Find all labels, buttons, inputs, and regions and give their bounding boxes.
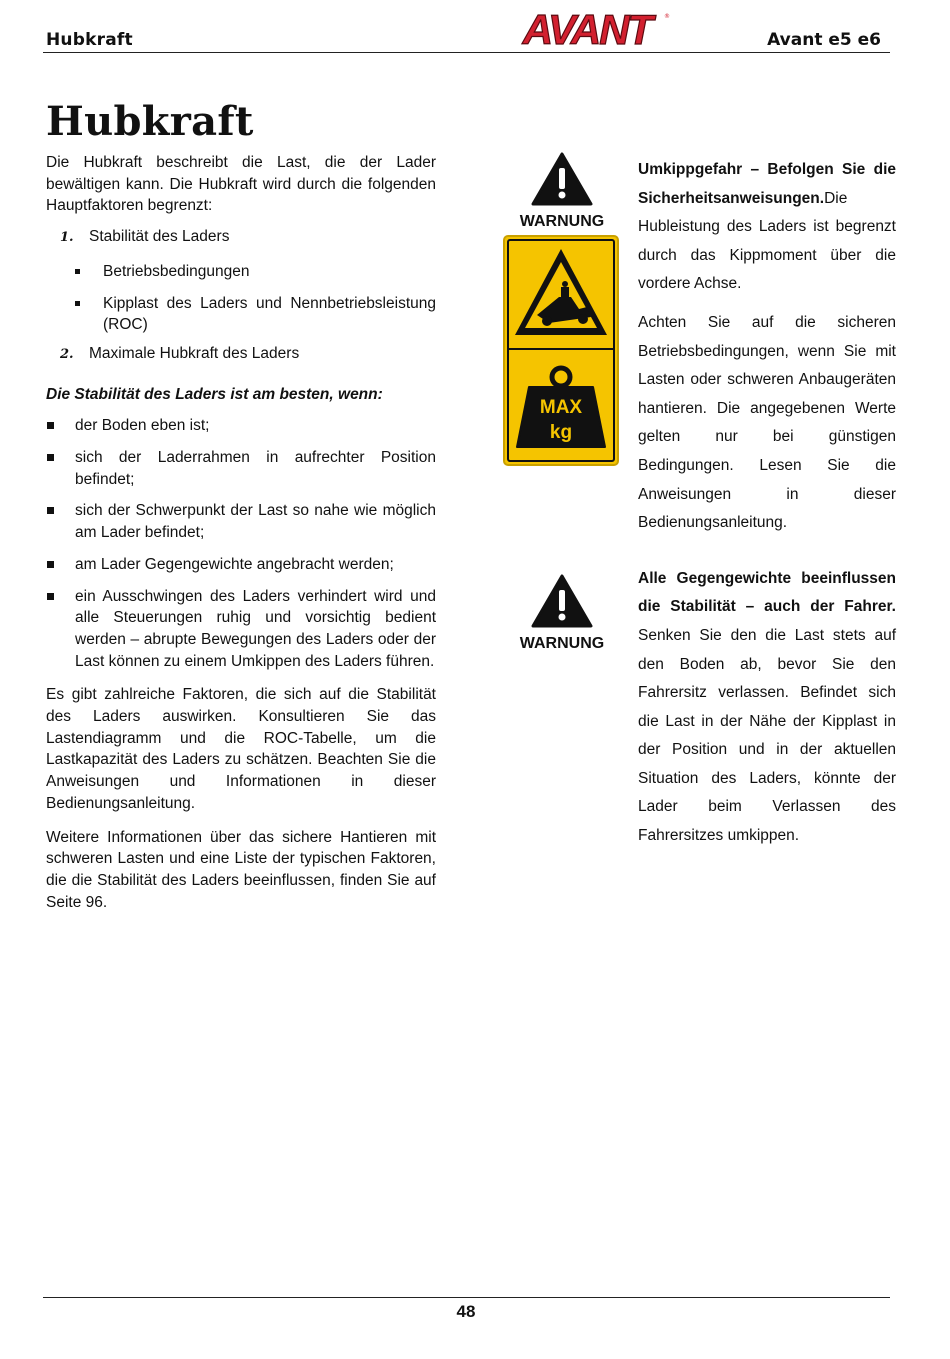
sign-max-text: MAX	[539, 397, 583, 418]
sign-unit-text: kg	[549, 422, 573, 443]
bullet-icon	[47, 454, 54, 461]
warning-triangle-icon	[531, 574, 593, 628]
svg-text:®: ®	[664, 13, 670, 20]
sublist-item	[46, 293, 436, 336]
bullet-icon	[47, 561, 54, 568]
sublist-item	[46, 261, 436, 283]
sublist-item-text: Kipplast des Laders und Nennbetriebsleistung (ROC)	[103, 294, 436, 334]
more-info-paragraph: Weitere Informationen über das sichere Hantieren mit schweren Lasten und eine Liste der typischen Faktoren, die die Stabilität des Laders beeinflussen, finden Sie auf Seite 96.	[46, 828, 436, 911]
warning-label: WARNUNG	[519, 635, 605, 652]
warning1-paragraph	[638, 156, 896, 299]
warning2-paragraph	[638, 565, 896, 851]
stability-list	[46, 415, 436, 672]
stability-item	[46, 586, 436, 673]
warning-text-column	[638, 156, 896, 851]
stability-heading: Die Stabilität des Laders ist am besten, wenn:	[46, 385, 383, 403]
logo-wordmark: AVANT	[522, 8, 652, 50]
main-text-column	[46, 152, 436, 913]
bullet-icon	[47, 593, 54, 600]
warning-block-1	[512, 152, 612, 231]
page-number: 48	[456, 1302, 476, 1321]
bullet-icon	[75, 269, 80, 274]
sublist-item-text: Betriebsbedingungen	[103, 262, 250, 280]
warning1-paragraph-2: Achten Sie auf die sicheren Betriebsbedingungen, wenn Sie mit Lasten oder schweren Anbaugeräten hantieren. Die angegebenen Werte gelten nur bei günstigen Bedingungen. Lesen Sie die Anweisungen in dieser Bedienungsanleitung.	[638, 313, 896, 532]
header-divider	[43, 52, 890, 53]
bullet-icon	[47, 507, 54, 514]
stability-item-text: der Boden eben ist;	[75, 417, 210, 435]
factor-sublist	[46, 261, 436, 336]
factor-label: Maximale Hubkraft des Laders	[89, 344, 300, 362]
warning-triangle-icon	[531, 152, 593, 206]
factor-item	[46, 343, 436, 365]
factor-number: 1.	[60, 230, 74, 246]
bullet-icon	[47, 422, 54, 429]
stability-item	[46, 415, 436, 437]
warning1-text: Die Hubleistung des Laders ist begrenzt durch das Kippmoment über die vordere Achse.	[638, 189, 896, 293]
stability-item-text: sich der Schwerpunkt der Last so nahe wie möglich am Lader befindet;	[75, 502, 436, 542]
page-title: Hubkraft	[46, 98, 254, 145]
stability-item-text: sich der Laderrahmen in aufrechter Position befindet;	[75, 449, 436, 488]
tip-over-max-load-sign	[503, 235, 619, 466]
intro-paragraph: Die Hubkraft beschreibt die Last, die der Lader bewältigen kann. Die Hubkraft wird durch die folgenden Hauptfaktoren begrenzt:	[46, 154, 436, 215]
warning1-bold: Umkippgefahr – Befolgen Sie die Sicherheitsanweisungen.	[638, 161, 896, 207]
header-model: Avant e5 e6	[767, 30, 881, 50]
factor-item	[46, 226, 436, 248]
factor-number: 2.	[60, 346, 74, 362]
warning-block-2	[512, 574, 612, 653]
header-section-title: Hubkraft	[46, 30, 133, 50]
footer-divider	[43, 1297, 890, 1298]
stability-item-text: am Lader Gegengewichte angebracht werden;	[75, 555, 394, 573]
warning-label: WARNUNG	[519, 213, 605, 230]
factors-paragraph: Es gibt zahlreiche Faktoren, die sich auf die Stabilität des Laders auswirken. Konsultieren Sie das Lastendiagramm und die ROC-Tabelle, um die Lastkapazität des Laders zu schätzen. Beachten Sie die Anweisungen und Informationen in dieser Bedienungsanleitung.	[46, 686, 436, 812]
factor-list	[46, 226, 436, 365]
avant-logo	[504, 8, 670, 50]
stability-item	[46, 500, 436, 543]
bullet-icon	[75, 301, 80, 306]
stability-item	[46, 447, 436, 490]
stability-item-text: ein Ausschwingen des Laders verhindert wird und alle Steuerungen ruhig und vorsichtig bedient werden – abrupte Bewegungen des Laders oder der Last können zu einem Umkippen des Laders führen.	[75, 587, 436, 670]
stability-item	[46, 554, 436, 576]
warning2-bold: Alle Gegengewichte beeinflussen die Stabilität – auch der Fahrer.	[638, 569, 896, 616]
warning2-text: Senken Sie den die Last stets auf den Boden ab, bevor Sie den Fahrersitz verlassen. Befindet sich die Last in der Nähe der Kipplast in der Position und in der aktuellen Situation des Laders, könnte der Lader beim Verlassen des Fahrersitzes umkippen.	[638, 626, 896, 845]
factor-label: Stabilität des Laders	[89, 228, 230, 246]
